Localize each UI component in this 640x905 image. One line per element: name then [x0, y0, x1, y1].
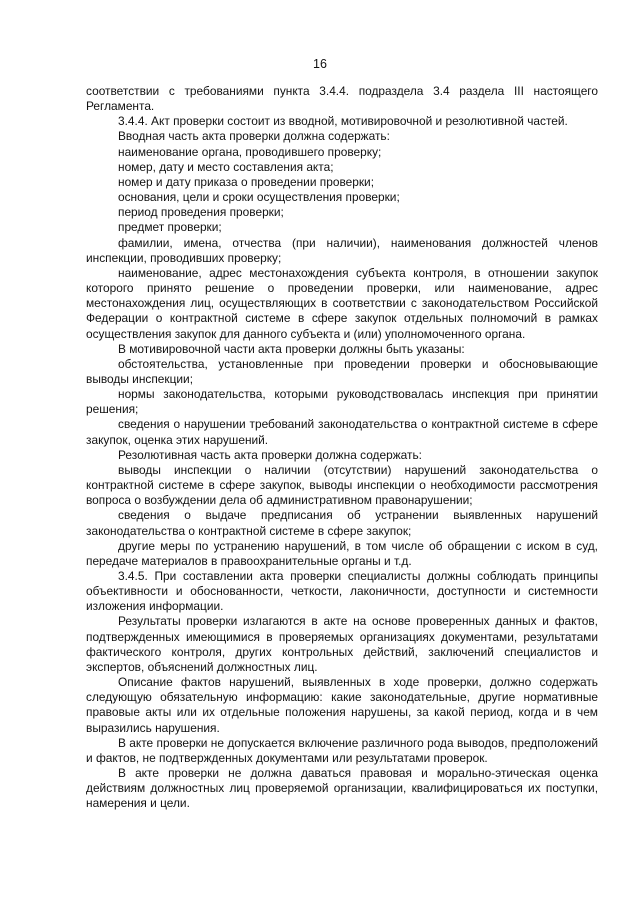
paragraph: Описание фактов нарушений, выявленных в ходе проверки, должно содержать следующую обязательную информацию: какие законодательные, другие нормативные правовые акты или их отдельные положения нарушены, за какой период, когда и в чем выразились нарушения. — [86, 675, 598, 735]
paragraph: выводы инспекции о наличии (отсутствии) нарушений законодательства о контрактной системе в сфере закупок, выводы инспекции о необходимости рассмотрения вопроса о возбуждении дела об административном правонарушении; — [86, 462, 598, 508]
paragraph: фамилии, имена, отчества (при наличии), наименования должностей членов инспекции, проводивших проверку; — [86, 235, 598, 265]
paragraph: наименование, адрес местонахождения субъекта контроля, в отношении закупок которого принято решение о проведении проверки, или наименование, адрес местонахождения лиц, осуществляющих в соответствии с законодательством Российской Федерации о контрактной системе в сфере закупок отдельных полномочий в рамках осуществления закупок для данного субъекта и (или) уполномоченного органа. — [86, 265, 598, 341]
paragraph: номер и дату приказа о проведении проверки; — [118, 174, 374, 189]
paragraph: Вводная часть акта проверки должна содержать: — [118, 129, 390, 144]
paragraph: обстоятельства, установленные при проведении проверки и обосновывающие выводы инспекции; — [86, 356, 598, 386]
paragraph: 3.4.5. При составлении акта проверки специалисты должны соблюдать принципы объективности и обоснованности, четкости, лаконичности, доступности и системности изложения информации. — [86, 569, 598, 614]
paragraph: сведения о нарушении требований законодательства о контрактной системе в сфере закупок, оценка этих нарушений. — [86, 417, 598, 447]
paragraph: Резолютивная часть акта проверки должна содержать: — [118, 447, 422, 462]
paragraph: основания, цели и сроки осуществления проверки; — [118, 190, 400, 205]
paragraph: наименование органа, проводившего проверку; — [118, 144, 382, 159]
page-number: 16 — [313, 57, 327, 71]
document-body — [86, 84, 598, 812]
paragraph: сведения о выдаче предписания об устранении выявленных нарушений законодательства о контрактной системе в сфере закупок; — [86, 508, 598, 538]
paragraph: период проведения проверки; — [118, 205, 284, 220]
paragraph: В мотивировочной части акта проверки должны быть указаны: — [118, 341, 465, 356]
paragraph: В акте проверки не допускается включение различного рода выводов, предположений и фактов, не подтвержденных документами или результатами проверок. — [86, 735, 598, 765]
paragraph: Результаты проверки излагаются в акте на основе проверенных данных и фактов, подтвержденных имеющимися в проверяемых организациях документами, результатами фактического контроля, других контрольных действий, заключений специалистов и экспертов, объяснений должностных лиц. — [86, 614, 598, 674]
paragraph: предмет проверки; — [118, 220, 222, 235]
paragraph: нормы законодательства, которыми руководствовалась инспекция при принятии решения; — [86, 387, 598, 417]
paragraph: соответствии с требованиями пункта 3.4.4. подраздела 3.4 раздела III настоящего Регламента. — [86, 84, 598, 114]
paragraph: В акте проверки не должна даваться правовая и морально-этическая оценка действиям должностных лиц проверяемой организации, квалифицироваться их поступки, намерения и цели. — [86, 766, 598, 811]
paragraph: 3.4.4. Акт проверки состоит из вводной, мотивировочной и резолютивной частей. — [118, 114, 568, 129]
paragraph: номер, дату и место составления акта; — [118, 159, 334, 174]
paragraph: другие меры по устранению нарушений, в том числе об обращении с иском в суд, передаче материалов в правоохранительные органы и т.д. — [86, 538, 598, 568]
